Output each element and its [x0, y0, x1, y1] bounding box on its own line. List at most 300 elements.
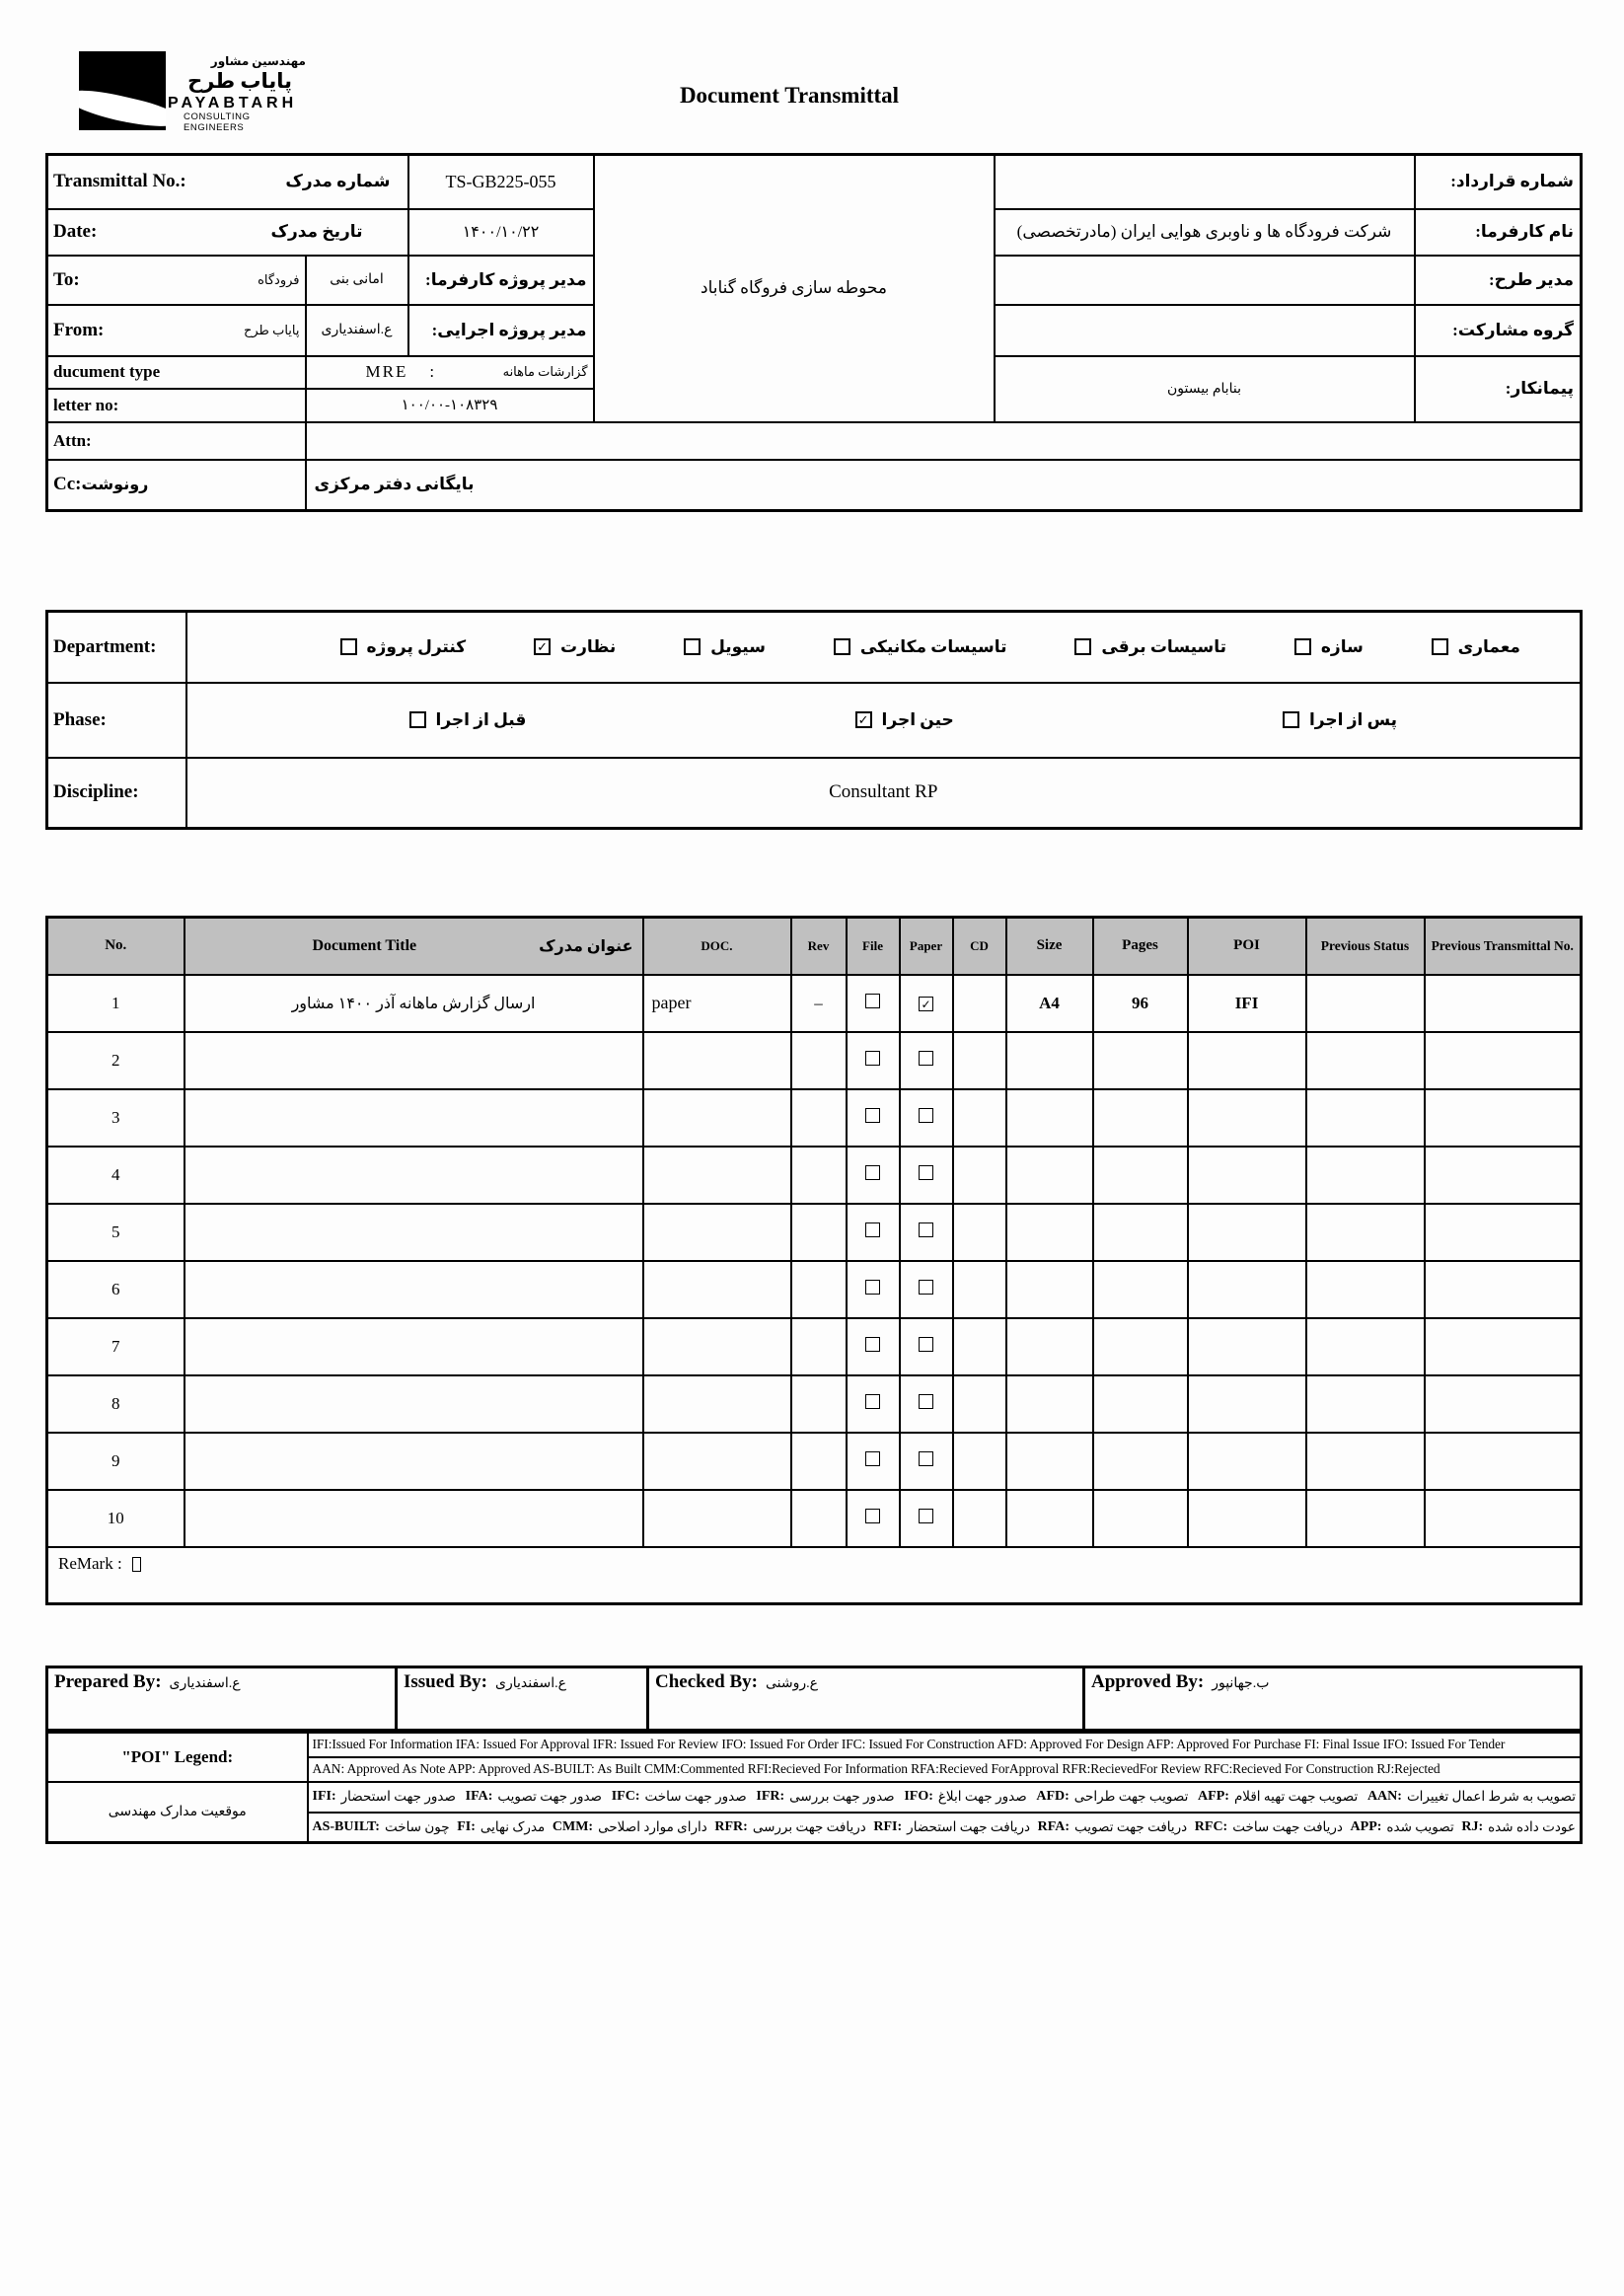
- cell-paper: [900, 1433, 953, 1490]
- cell-pages: [1093, 1089, 1188, 1147]
- cell-pages: [1093, 1032, 1188, 1089]
- cell-rev: [791, 1490, 847, 1547]
- checkbox[interactable]: [1283, 711, 1299, 728]
- checkbox[interactable]: [919, 1280, 933, 1295]
- legend-text: عودت داده شده: [1488, 1818, 1576, 1834]
- legend-abbr: RFR:: [714, 1818, 748, 1834]
- cell-rev: [791, 1032, 847, 1089]
- cell-file: [847, 975, 900, 1032]
- table-row: [47, 975, 1582, 1032]
- brand-persian-small: مهندسین مشاور: [210, 54, 306, 68]
- cell-file: [847, 1204, 900, 1261]
- legend-fa-line1-cell: [308, 1782, 1582, 1813]
- cell-size: [1006, 1490, 1093, 1547]
- legend-item: [1038, 1819, 1188, 1835]
- legend-fa-line2-cell: [308, 1813, 1582, 1843]
- legend-item: [904, 1789, 1026, 1805]
- checkbox[interactable]: [919, 1222, 933, 1237]
- checkbox[interactable]: [865, 1222, 880, 1237]
- legend-text: تصویب جهت تهیه اقلام: [1233, 1789, 1359, 1804]
- col-file: File: [847, 918, 900, 975]
- cell-file: [847, 1089, 900, 1147]
- cell-cd: [953, 1490, 1006, 1547]
- legend-text: دریافت جهت استحضار: [907, 1818, 1031, 1834]
- signature-table: [45, 1666, 1583, 1732]
- cell-pages: 96: [1093, 975, 1188, 1032]
- doc-type-label: ducument type: [47, 356, 306, 389]
- cell-cd: [953, 1147, 1006, 1204]
- from-value: ع.اسفندیاری: [306, 305, 408, 356]
- cell-size: A4: [1006, 975, 1093, 1032]
- from-label: From: پایاب طرح: [47, 305, 306, 356]
- table-row: [47, 1433, 1582, 1490]
- letter-no-label: letter no:: [47, 389, 306, 422]
- cell-pages: [1093, 1318, 1188, 1375]
- table-row: [47, 1490, 1582, 1547]
- legend-item: [553, 1819, 707, 1835]
- cell-prev-status: [1306, 1490, 1425, 1547]
- date-value: ۱۴۰۰/۱۰/۲۲: [408, 209, 594, 256]
- col-prev-transmittal: Previous Transmittal No.: [1425, 918, 1582, 975]
- cell-prev-transmittal: [1425, 1147, 1582, 1204]
- cell-prev-status: [1306, 1032, 1425, 1089]
- cell-poi: [1188, 1204, 1306, 1261]
- legend-abbr: IFR:: [756, 1789, 785, 1804]
- legend-item: [1036, 1789, 1188, 1805]
- cell-size: [1006, 1089, 1093, 1147]
- contract-no-label: شماره قرارداد:: [1415, 155, 1582, 209]
- date-label: Date: تاریخ مدرک: [47, 209, 408, 256]
- checkbox[interactable]: [865, 1165, 880, 1180]
- checkbox[interactable]: [919, 997, 933, 1011]
- checkbox-label: معماری: [1457, 636, 1520, 656]
- legend-text: مدرک نهایی: [480, 1818, 546, 1834]
- brand-persian-large: پایاب طرح: [187, 68, 292, 93]
- legend-item: [457, 1819, 545, 1835]
- document-table: [45, 916, 1583, 1605]
- doc-status-label: موقعیت مدارک مهندسی: [47, 1782, 308, 1843]
- cell-cd: [953, 1318, 1006, 1375]
- design-manager-value: [995, 256, 1415, 305]
- cell-file: [847, 1375, 900, 1433]
- checkbox[interactable]: [919, 1337, 933, 1352]
- transmittal-no-value: TS-GB225-055: [408, 155, 594, 209]
- doc-table-header: [47, 918, 1582, 975]
- cell-poi: [1188, 1433, 1306, 1490]
- cell-doc: [643, 1147, 791, 1204]
- discipline-value: Consultant RP: [186, 758, 1582, 829]
- legend-text: دریافت جهت ساخت: [1232, 1818, 1343, 1834]
- cell-doc: [643, 1204, 791, 1261]
- cell-size: [1006, 1375, 1093, 1433]
- cell-doc: [643, 1261, 791, 1318]
- issued-by-name: ع.اسفندیاری: [495, 1676, 567, 1691]
- table-row: [47, 1261, 1582, 1318]
- legend-text: صدور جهت استحضار: [340, 1789, 456, 1804]
- cell-size: [1006, 1318, 1093, 1375]
- legend-fa-line2: [313, 1819, 1577, 1835]
- prepared-by-label: Prepared By:: [54, 1671, 162, 1692]
- checked-by-label: Checked By:: [655, 1671, 758, 1692]
- checkbox[interactable]: [684, 638, 701, 655]
- partnership-label: گروه مشارکت:: [1415, 305, 1582, 356]
- cell-paper: [900, 1089, 953, 1147]
- checkbox[interactable]: [865, 1337, 880, 1352]
- table-row: [47, 1147, 1582, 1204]
- attn-label: Attn:: [47, 422, 306, 460]
- checkbox-item: [1074, 637, 1226, 657]
- legend-abbr: IFC:: [611, 1789, 640, 1804]
- phase-label: Phase:: [47, 683, 186, 758]
- cell-rev: [791, 1147, 847, 1204]
- legend-abbr: AAN:: [1366, 1789, 1402, 1804]
- cell-pages: [1093, 1204, 1188, 1261]
- cell-size: [1006, 1032, 1093, 1089]
- legend-abbr: APP:: [1350, 1818, 1382, 1834]
- checkbox-label: نظارت: [560, 636, 617, 656]
- cell-prev-status: [1306, 1433, 1425, 1490]
- legend-abbr: AFP:: [1198, 1789, 1229, 1804]
- legend-text: دارای موارد اصلاحی: [598, 1818, 707, 1834]
- checkbox[interactable]: [865, 1051, 880, 1066]
- project-title: محوطه سازی فروگاه گناباد: [594, 155, 995, 422]
- legend-text: چون ساخت: [384, 1818, 450, 1834]
- checkbox-label: سازه: [1320, 636, 1364, 656]
- checkbox[interactable]: [340, 638, 357, 655]
- classification-table: [45, 610, 1583, 830]
- header-table: [45, 153, 1583, 512]
- cell-title: [185, 1318, 643, 1375]
- cell-doc: [643, 1433, 791, 1490]
- checkbox-item: [1432, 637, 1520, 657]
- legend-item: [1461, 1819, 1576, 1835]
- letter-no-value: ۱۰۰/۰۰-۱۰۸۳۲۹: [306, 389, 594, 422]
- table-row: [47, 1089, 1582, 1147]
- checkbox[interactable]: [534, 638, 551, 655]
- cell-prev-status: [1306, 1147, 1425, 1204]
- remark-cell: [47, 1547, 1582, 1604]
- cell-size: [1006, 1261, 1093, 1318]
- cell-paper: [900, 1375, 953, 1433]
- cell-rev: –: [791, 975, 847, 1032]
- checkbox[interactable]: [865, 1108, 880, 1123]
- legend-abbr: IFO:: [904, 1789, 933, 1804]
- client-name-value: شرکت فرودگاه ها و ناوبری هوایی ایران (مادرتخصصی): [995, 209, 1415, 256]
- cell-poi: [1188, 1318, 1306, 1375]
- department-label: Department:: [47, 612, 186, 683]
- legend-abbr: RFC:: [1194, 1818, 1228, 1834]
- cell-no: 3: [47, 1089, 185, 1147]
- cell-prev-status: [1306, 1375, 1425, 1433]
- cell-prev-transmittal: [1425, 1318, 1582, 1375]
- legend-item: [714, 1819, 865, 1835]
- legend-item: [1198, 1789, 1358, 1805]
- cell-prev-status: [1306, 1318, 1425, 1375]
- attn-value: [306, 422, 1582, 460]
- cell-title: [185, 1032, 643, 1089]
- cell-no: 8: [47, 1375, 185, 1433]
- cell-no: 10: [47, 1490, 185, 1547]
- cell-file: [847, 1261, 900, 1318]
- legend-abbr: AFD:: [1036, 1789, 1070, 1804]
- cell-paper: [900, 1147, 953, 1204]
- partnership-value: [995, 305, 1415, 356]
- cell-prev-transmittal: [1425, 1433, 1582, 1490]
- prepared-by-cell: [47, 1667, 397, 1731]
- checkbox[interactable]: [855, 711, 872, 728]
- prepared-by-name: ع.اسفندیاری: [169, 1676, 241, 1691]
- discipline-label: Discipline:: [47, 758, 186, 829]
- checkbox[interactable]: [919, 1509, 933, 1523]
- checkbox-item: [1283, 710, 1397, 730]
- cc-label: Cc:رونوشت: [47, 460, 306, 511]
- phase-row: [186, 683, 1582, 758]
- legend-text: دریافت جهت تصویب: [1074, 1818, 1188, 1834]
- col-title: Document Title عنوان مدرک: [185, 918, 643, 975]
- poi-legend-label: "POI" Legend:: [47, 1733, 308, 1782]
- cell-poi: IFI: [1188, 975, 1306, 1032]
- legend-abbr: RFA:: [1037, 1818, 1070, 1834]
- legend-abbr: AS-BUILT:: [312, 1818, 380, 1834]
- client-pm-label: مدیر پروژه کارفرما:: [408, 256, 594, 305]
- legend-abbr: IFA:: [465, 1789, 493, 1804]
- design-manager-label: مدیر طرح:: [1415, 256, 1582, 305]
- department-row: [186, 612, 1582, 683]
- cell-cd: [953, 1089, 1006, 1147]
- cell-size: [1006, 1433, 1093, 1490]
- contract-no-value: [995, 155, 1415, 209]
- col-cd: CD: [953, 918, 1006, 975]
- cell-title: [185, 1204, 643, 1261]
- cell-title: [185, 1089, 643, 1147]
- cell-doc: [643, 1375, 791, 1433]
- checkbox-label: حین اجرا: [881, 709, 954, 729]
- cell-poi: [1188, 1490, 1306, 1547]
- legend-text: تصویب به شرط اعمال تغییرات: [1406, 1789, 1576, 1804]
- checkbox[interactable]: [865, 1394, 880, 1409]
- cell-paper: [900, 1032, 953, 1089]
- legend-item: [612, 1789, 747, 1805]
- legend-abbr: RJ:: [1461, 1818, 1484, 1834]
- approved-by-name: ب.جهانپور: [1212, 1676, 1270, 1691]
- legend-en-line1: IFI:Issued For Information IFA: Issued For Approval IFR: Issued For Review IFO: Issued For Order IFC: Issued For Construction AFD: Approved For Design AFP: Approved For Purchase FI: Final Issue IFO: Issued For Tender: [308, 1733, 1582, 1757]
- legend-text: صدور جهت بررسی: [789, 1789, 895, 1804]
- checkbox-label: قبل از اجرا: [435, 709, 527, 729]
- checkbox[interactable]: [865, 1451, 880, 1466]
- col-doc: DOC.: [643, 918, 791, 975]
- col-pages: Pages: [1093, 918, 1188, 975]
- cell-prev-status: [1306, 1204, 1425, 1261]
- cell-file: [847, 1433, 900, 1490]
- checkbox-item: [855, 710, 954, 730]
- table-row: [47, 1318, 1582, 1375]
- cell-prev-transmittal: [1425, 975, 1582, 1032]
- cell-pages: [1093, 1490, 1188, 1547]
- legend-text: تصویب شده: [1386, 1818, 1454, 1834]
- cell-doc: [643, 1089, 791, 1147]
- checked-by-name: ع.روشنی: [765, 1676, 818, 1691]
- cell-prev-transmittal: [1425, 1375, 1582, 1433]
- checkbox-item: [1294, 637, 1364, 657]
- legend-abbr: CMM:: [552, 1818, 594, 1834]
- checkbox-item: [534, 637, 616, 657]
- col-rev: Rev: [791, 918, 847, 975]
- checkbox-label: کنترل پروژه: [366, 636, 467, 656]
- cell-poi: [1188, 1089, 1306, 1147]
- doc-type-fa: گزارشات ماهانه: [502, 364, 588, 379]
- cell-no: 2: [47, 1032, 185, 1089]
- legend-item: [313, 1789, 456, 1805]
- cell-doc: [643, 1032, 791, 1089]
- phase-items: [192, 710, 1576, 730]
- cell-cd: [953, 1261, 1006, 1318]
- cell-prev-status: [1306, 1089, 1425, 1147]
- legend-text: تصویب جهت طراحی: [1073, 1789, 1189, 1804]
- cell-prev-transmittal: [1425, 1204, 1582, 1261]
- checkbox-label: تاسیسات برقی: [1101, 636, 1227, 656]
- cell-file: [847, 1318, 900, 1375]
- cell-paper: [900, 1318, 953, 1375]
- cell-cd: [953, 1433, 1006, 1490]
- legend-text: صدور جهت تصویب: [497, 1789, 603, 1804]
- cell-prev-transmittal: [1425, 1032, 1582, 1089]
- client-name-label: نام کارفرما:: [1415, 209, 1582, 256]
- doc-table-body: [47, 975, 1582, 1547]
- checkbox-item: [409, 710, 527, 730]
- cell-rev: [791, 1089, 847, 1147]
- checkbox-label: سیویل: [710, 636, 766, 656]
- col-no: No.: [47, 918, 185, 975]
- exec-pm-label: مدیر پروژه اجرایی:: [408, 305, 594, 356]
- checkbox[interactable]: [865, 1509, 880, 1523]
- cell-file: [847, 1490, 900, 1547]
- cell-paper: [900, 975, 953, 1032]
- checkbox[interactable]: [865, 1280, 880, 1295]
- approved-by-label: Approved By:: [1091, 1671, 1205, 1692]
- department-items: [192, 637, 1576, 657]
- legend-en-line2: AAN: Approved As Note APP: Approved AS-BUILT: As Built CMM:Commented RFI:Recieved For Information RFA:Recieved ForApproval RFR:RecievedFor Review RFC:Recieved For Construction RJ:Rejected: [308, 1757, 1582, 1782]
- doc-type-value: [306, 356, 594, 389]
- legend-item: [756, 1789, 894, 1805]
- legend-abbr: FI:: [457, 1818, 476, 1834]
- contractor-value: بنابام بیستون: [995, 356, 1415, 422]
- col-prev-status: Previous Status: [1306, 918, 1425, 975]
- checkbox[interactable]: [834, 638, 850, 655]
- cell-pages: [1093, 1375, 1188, 1433]
- brand-name-en: PAYABTARH: [168, 94, 298, 111]
- cell-file: [847, 1147, 900, 1204]
- brand-tagline: CONSULTING ENGINEERS: [184, 111, 251, 134]
- checkbox[interactable]: [919, 1165, 933, 1180]
- checkbox[interactable]: [865, 994, 880, 1008]
- checkbox[interactable]: [919, 1394, 933, 1409]
- legend-fa-line1: [313, 1789, 1577, 1805]
- cell-doc: [643, 1318, 791, 1375]
- checked-by-cell: [648, 1667, 1084, 1731]
- cell-no: 7: [47, 1318, 185, 1375]
- legend-item: [873, 1819, 1030, 1835]
- checkbox[interactable]: [1074, 638, 1091, 655]
- to-value: امانی بنی: [306, 256, 408, 305]
- cell-paper: [900, 1490, 953, 1547]
- cell-prev-status: [1306, 1261, 1425, 1318]
- cell-doc: paper: [643, 975, 791, 1032]
- cell-cd: [953, 1204, 1006, 1261]
- legend-text: صدور جهت ابلاغ: [937, 1789, 1027, 1804]
- cell-rev: [791, 1261, 847, 1318]
- cell-rev: [791, 1204, 847, 1261]
- remark-row: [47, 1547, 1582, 1604]
- legend-item: [1367, 1789, 1576, 1805]
- col-poi: POI: [1188, 918, 1306, 975]
- checkbox-item: [340, 637, 467, 657]
- cell-paper: [900, 1261, 953, 1318]
- page-title: Document Transmittal: [679, 83, 900, 108]
- cell-no: 6: [47, 1261, 185, 1318]
- approved-by-cell: [1084, 1667, 1582, 1731]
- cell-prev-transmittal: [1425, 1490, 1582, 1547]
- checkbox[interactable]: [409, 711, 426, 728]
- checkbox[interactable]: [919, 1051, 933, 1066]
- cell-no: 1: [47, 975, 185, 1032]
- cell-title: [185, 1375, 643, 1433]
- cell-prev-transmittal: [1425, 1261, 1582, 1318]
- cell-poi: [1188, 1032, 1306, 1089]
- cell-rev: [791, 1318, 847, 1375]
- cell-cd: [953, 1375, 1006, 1433]
- col-size: Size: [1006, 918, 1093, 975]
- checkbox-label: پس از اجرا: [1308, 709, 1397, 729]
- cc-value: بایگانی دفتر مرکزی: [306, 460, 1582, 511]
- checkbox[interactable]: [919, 1108, 933, 1123]
- contractor-label: پیمانکار:: [1415, 356, 1582, 422]
- table-row: [47, 1204, 1582, 1261]
- cell-size: [1006, 1204, 1093, 1261]
- cell-prev-status: [1306, 975, 1425, 1032]
- to-label: To: فرودگاه: [47, 256, 306, 305]
- checkbox-label: تاسیسات مکانیکی: [859, 636, 1007, 656]
- col-paper: Paper: [900, 918, 953, 975]
- cell-rev: [791, 1433, 847, 1490]
- cell-prev-transmittal: [1425, 1089, 1582, 1147]
- checkbox[interactable]: [1294, 638, 1311, 655]
- cell-cd: [953, 1032, 1006, 1089]
- cell-poi: [1188, 1261, 1306, 1318]
- cell-no: 9: [47, 1433, 185, 1490]
- transmittal-no-label: Transmittal No.: شماره مدرک: [47, 155, 408, 209]
- remark-label: ReMark :: [58, 1553, 122, 1573]
- cell-pages: [1093, 1261, 1188, 1318]
- legend-text: دریافت جهت بررسی: [752, 1818, 866, 1834]
- doc-type-colon: :: [429, 362, 435, 381]
- checkbox[interactable]: [1432, 638, 1448, 655]
- doc-type-en: MRE: [365, 362, 408, 381]
- cell-no: 5: [47, 1204, 185, 1261]
- cell-file: [847, 1032, 900, 1089]
- checkbox-item: [684, 637, 766, 657]
- tofu-glyph: [132, 1557, 141, 1572]
- table-row: [47, 1032, 1582, 1089]
- checkbox[interactable]: [919, 1451, 933, 1466]
- cell-title: [185, 1147, 643, 1204]
- legend-item: [1351, 1819, 1454, 1835]
- cell-poi: [1188, 1147, 1306, 1204]
- legend-abbr: IFI:: [312, 1789, 336, 1804]
- cell-title: ارسال گزارش ماهانه آذر ۱۴۰۰ مشاور: [185, 975, 643, 1032]
- legend-item: [313, 1819, 450, 1835]
- cell-title: [185, 1433, 643, 1490]
- legend-abbr: RFI:: [873, 1818, 903, 1834]
